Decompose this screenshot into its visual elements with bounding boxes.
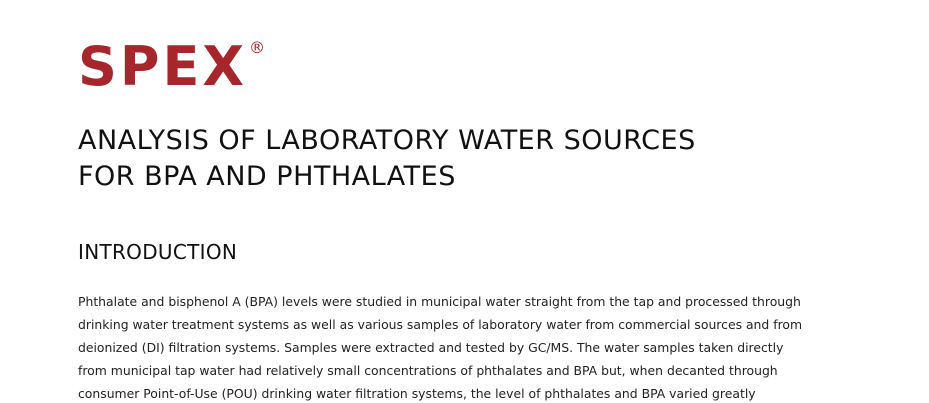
section-heading-introduction: INTRODUCTION bbox=[78, 240, 238, 264]
paragraph-line: deionized (DI) filtration systems. Samples were extracted and tested by GC/MS. The water samples taken directly bbox=[78, 340, 784, 355]
paragraph-line: from municipal tap water had relatively small concentrations of phthalates and BPA but, when decanted through bbox=[78, 363, 778, 378]
spex-logo bbox=[78, 35, 265, 98]
document-title bbox=[78, 123, 858, 195]
paragraph-line: Phthalate and bisphenol A (BPA) levels were studied in municipal water straight from the tap and processed through bbox=[78, 294, 801, 309]
introduction-paragraph bbox=[78, 290, 898, 403]
paragraph-line: drinking water treatment systems as well as various samples of laboratory water from commercial sources and from bbox=[78, 317, 803, 332]
logo-text: SPEX bbox=[78, 35, 247, 98]
title-line-2: FOR BPA AND PHTHALATES bbox=[78, 161, 456, 192]
paragraph-line: consumer Point-of-Use (POU) drinking water filtration systems, the level of phthalates and BPA varied greatly bbox=[78, 386, 756, 401]
registered-mark: ® bbox=[249, 38, 265, 57]
title-line-1: ANALYSIS OF LABORATORY WATER SOURCES bbox=[78, 125, 696, 156]
